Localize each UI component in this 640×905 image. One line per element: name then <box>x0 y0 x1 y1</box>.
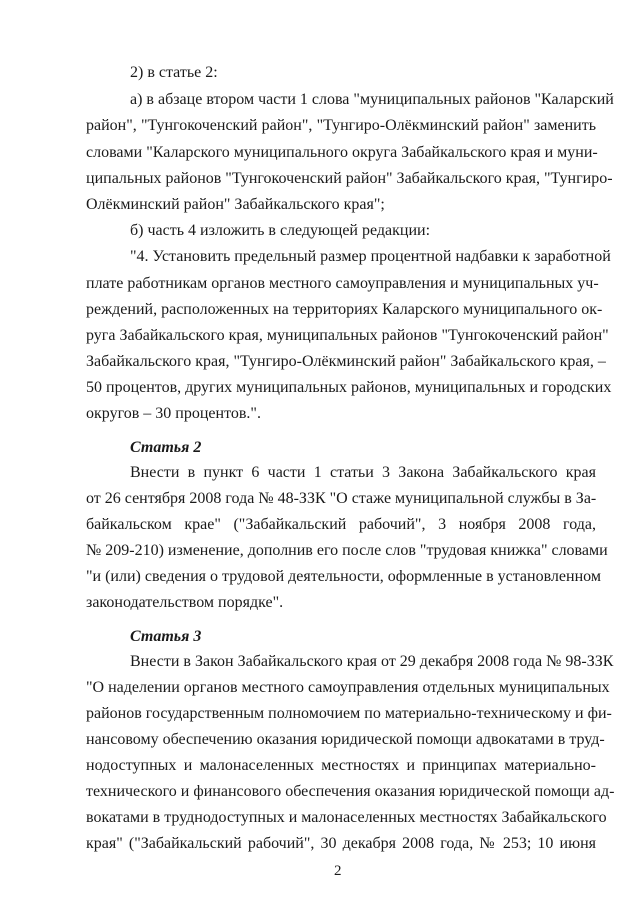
paragraph-line: реждений, расположенных на территориях Каларского муниципального ок- <box>86 301 603 318</box>
page-number: 2 <box>334 863 342 879</box>
paragraph-line: "и (или) сведения о трудовой деятельности, оформленные в установленном <box>86 568 601 585</box>
paragraph-line: 50 процентов, других муниципальных районов, муниципальных и городских <box>86 379 612 396</box>
paragraph-line: районов государственным полномочием по материально-техническому и фи- <box>86 705 612 722</box>
article-heading: Статья 3 <box>130 628 202 645</box>
paragraph-line: район", "Тунгокоченский район", "Тунгиро-Олёкминский район" заменить <box>86 117 596 134</box>
paragraph-line: руга Забайкальского края, муниципальных районов "Тунгокоченский район" <box>86 327 609 344</box>
paragraph-line: технического и финансового обеспечения оказания юридической помощи ад- <box>86 783 615 800</box>
paragraph-line: округов – 30 процентов.". <box>86 405 261 422</box>
paragraph-line: ципальных районов "Тунгокоченский район" Забайкальского края, "Тунгиро- <box>86 170 613 187</box>
paragraph-line: края" ("Забайкальский рабочий", 30 декабря 2008 года, № 253; 10 июня <box>86 835 596 852</box>
paragraph-line: б) часть 4 изложить в следующей редакции: <box>130 222 431 239</box>
paragraph-line: байкальском крае" ("Забайкальский рабочий", 3 ноября 2008 года, <box>86 516 596 533</box>
paragraph-line: "4. Установить предельный размер процентной надбавки к заработной <box>130 248 611 265</box>
paragraph-line: законодательством порядке". <box>86 594 284 611</box>
paragraph-line: № 209-210) изменение, дополнив его после слов "трудовая книжка" словами <box>86 542 608 559</box>
paragraph-line: а) в абзаце втором части 1 слова "муниципальных районов "Каларский <box>130 91 614 108</box>
paragraph-line: нансовому обеспечению оказания юридической помощи адвокатами в труд- <box>86 731 605 748</box>
paragraph-line: плате работникам органов местного самоуправления и муниципальных уч- <box>86 275 599 292</box>
paragraph-line: от 26 сентября 2008 года № 48-ЗЗК "О стаже муниципальной службы в За- <box>86 490 597 507</box>
paragraph-line: 2) в статье 2: <box>130 64 218 81</box>
paragraph-line: словами "Каларского муниципального округа Забайкальского края и муни- <box>86 144 598 161</box>
paragraph-line: Внести в пункт 6 части 1 статьи 3 Закона Забайкальского края <box>130 464 596 481</box>
paragraph-line: Забайкальского края, "Тунгиро-Олёкминский район" Забайкальского края, – <box>86 353 606 370</box>
paragraph-line: "О наделении органов местного самоуправления отдельных муниципальных <box>86 679 610 696</box>
paragraph-line: Внести в Закон Забайкальского края от 29 декабря 2008 года № 98-ЗЗК <box>130 653 614 670</box>
paragraph-line: вокатами в труднодоступных и малонаселенных местностях Забайкальского <box>86 809 607 826</box>
paragraph-line: нодоступных и малонаселенных местностях и принципах материально- <box>86 757 596 774</box>
paragraph-line: Олёкминский район" Забайкальского края"; <box>86 196 385 213</box>
article-heading: Статья 2 <box>130 439 202 456</box>
